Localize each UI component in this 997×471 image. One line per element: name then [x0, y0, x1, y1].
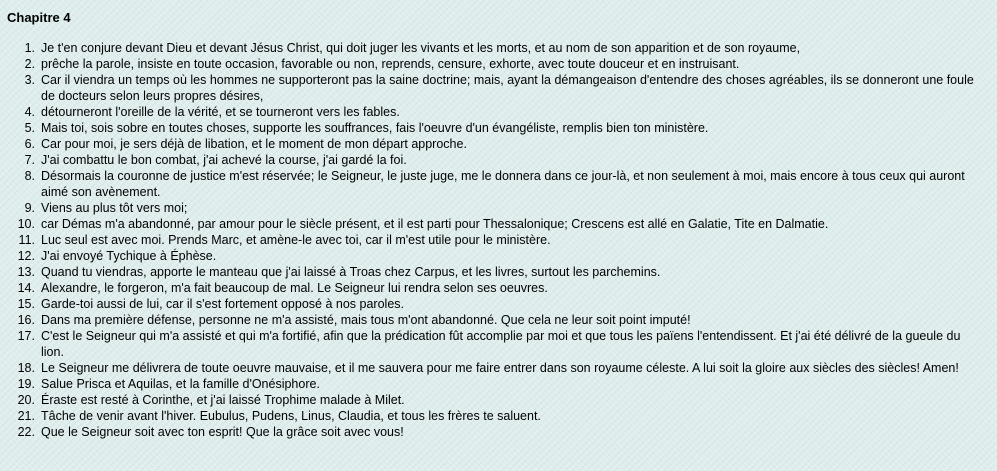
verse-item	[7, 392, 997, 408]
verse-number: 10.	[17, 217, 35, 231]
verse-text: Éraste est resté à Corinthe, et j'ai laissé Trophime malade à Milet.	[41, 393, 405, 407]
verse-text: Quand tu viendras, apporte le manteau que j'ai laissé à Troas chez Carpus, et les livres, surtout les parchemins.	[41, 265, 661, 279]
verse-number: 5.	[24, 121, 35, 135]
verse-number: 13.	[17, 265, 35, 279]
verse-number: 9.	[24, 201, 35, 215]
verse-text: Luc seul est avec moi. Prends Marc, et amène-le avec toi, car il m'est utile pour le ministère.	[41, 233, 551, 247]
verse-number: 21.	[17, 409, 35, 423]
verse-number: 1.	[24, 41, 35, 55]
verse-number: 18.	[17, 361, 35, 375]
verse-item	[7, 376, 997, 392]
verse-text: car Démas m'a abandonné, par amour pour le siècle présent, et il est parti pour Thessalonique; Crescens est allé en Galatie, Tite en Dalmatie.	[41, 217, 829, 231]
verse-item	[7, 168, 997, 200]
verse-text: C'est le Seigneur qui m'a assisté et qui m'a fortifié, afin que la prédication fût accomplie par moi et que tous les païens l'entendissent. Et j'ai été délivré de la gueule du lion.	[41, 329, 961, 359]
verse-text: Car il viendra un temps où les hommes ne supporteront pas la saine doctrine; mais, ayant la démangeaison d'entendre des choses agréables, ils se donneront une foule de docteurs selon leurs propres désires,	[41, 73, 974, 103]
verse-number: 16.	[17, 313, 35, 327]
chapter-title: Chapitre 4	[7, 10, 71, 25]
verse-item	[7, 216, 997, 232]
verse-number: 11.	[18, 233, 35, 247]
verse-text: J'ai combattu le bon combat, j'ai achevé la course, j'ai gardé la foi.	[41, 153, 407, 167]
verse-text: Dans ma première défense, personne ne m'a assisté, mais tous m'ont abandonné. Que cela ne leur soit point imputé!	[41, 313, 691, 327]
verse-item	[7, 424, 997, 440]
verse-number: 8.	[24, 169, 35, 183]
verse-item	[7, 360, 997, 376]
verse-number: 20.	[17, 393, 35, 407]
verse-number: 3.	[24, 73, 35, 87]
verse-item	[7, 248, 997, 264]
verse-list	[7, 40, 997, 440]
verse-number: 22.	[17, 425, 35, 439]
verse-text: Alexandre, le forgeron, m'a fait beaucoup de mal. Le Seigneur lui rendra selon ses oeuvres.	[41, 281, 548, 295]
verse-item	[7, 408, 997, 424]
verse-number: 2.	[24, 57, 35, 71]
verse-text: Car pour moi, je sers déjà de libation, et le moment de mon départ approche.	[41, 137, 467, 151]
verse-item	[7, 72, 997, 104]
verse-item	[7, 232, 997, 248]
verse-item	[7, 200, 997, 216]
verse-item	[7, 328, 997, 360]
verse-text: Garde-toi aussi de lui, car il s'est fortement opposé à nos paroles.	[41, 297, 404, 311]
verse-text: Tâche de venir avant l'hiver. Eubulus, Pudens, Linus, Claudia, et tous les frères te saluent.	[41, 409, 541, 423]
verse-number: 12.	[17, 249, 35, 263]
verse-number: 6.	[24, 137, 35, 151]
verse-text: Le Seigneur me délivrera de toute oeuvre mauvaise, et il me sauvera pour me faire entrer dans son royaume céleste. A lui soit la gloire aux siècles des siècles! Amen!	[41, 361, 959, 375]
verse-item	[7, 136, 997, 152]
verse-item	[7, 120, 997, 136]
verse-item	[7, 296, 997, 312]
verse-item	[7, 280, 997, 296]
verse-item	[7, 152, 997, 168]
verse-number: 15.	[17, 297, 35, 311]
verse-text: Je t'en conjure devant Dieu et devant Jésus Christ, qui doit juger les vivants et les morts, et au nom de son apparition et de son royaume,	[41, 41, 801, 55]
verse-text: J'ai envoyé Tychique à Éphèse.	[41, 249, 217, 263]
verse-text: Viens au plus tôt vers moi;	[41, 201, 188, 215]
verse-number: 17.	[17, 329, 35, 343]
verse-text: détourneront l'oreille de la vérité, et se tourneront vers les fables.	[41, 105, 400, 119]
verse-number: 4.	[24, 105, 35, 119]
verse-number: 7.	[24, 153, 35, 167]
verse-text: Que le Seigneur soit avec ton esprit! Que la grâce soit avec vous!	[41, 425, 404, 439]
verse-text: Mais toi, sois sobre en toutes choses, supporte les souffrances, fais l'oeuvre d'un évangéliste, remplis bien ton ministère.	[41, 121, 709, 135]
verse-text: Salue Prisca et Aquilas, et la famille d'Onésiphore.	[41, 377, 320, 391]
verse-item	[7, 312, 997, 328]
verse-item	[7, 264, 997, 280]
verse-text: Désormais la couronne de justice m'est réservée; le Seigneur, le juste juge, me le donnera dans ce jour-là, et non seulement à moi, mais encore à tous ceux qui auront aimé son avènement.	[41, 169, 965, 199]
verse-number: 19.	[17, 377, 35, 391]
verse-number: 14.	[17, 281, 35, 295]
verse-item	[7, 104, 997, 120]
verse-text: prêche la parole, insiste en toute occasion, favorable ou non, reprends, censure, exhorte, avec toute douceur et en instruisant.	[41, 57, 740, 71]
verse-item	[7, 56, 997, 72]
verse-item	[7, 40, 997, 56]
